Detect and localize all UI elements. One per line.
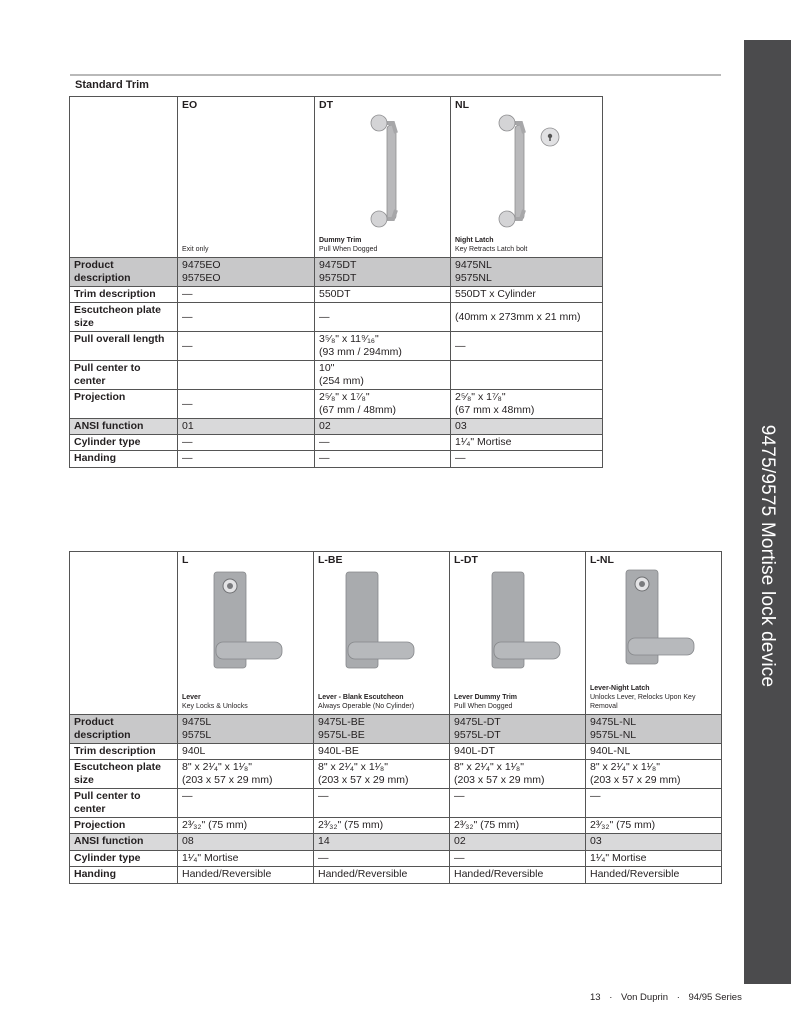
cell-line: — <box>182 790 193 802</box>
cell-line: 9575DT <box>319 272 357 284</box>
column-header-eo <box>178 97 315 258</box>
row-label: Trim description <box>70 287 178 303</box>
cell-line: 550DT <box>319 288 351 300</box>
pull-handle-image <box>367 113 407 229</box>
cell-line: (254 mm) <box>319 375 364 387</box>
spec-row-ansi-function <box>70 419 603 435</box>
spec-cell <box>178 760 314 789</box>
column-caption <box>454 693 517 711</box>
spec-cell <box>178 744 314 760</box>
cell-line: 2⁵⁄₈" x 1⁷⁄₈" <box>319 391 370 403</box>
spec-cell <box>450 789 586 818</box>
lever-night-latch-image <box>624 568 704 666</box>
cell-line: 8" x 2¹⁄₄" x 1¹⁄₈" <box>590 761 661 773</box>
column-header-l-nl <box>586 552 722 715</box>
cell-line: 940L-NL <box>590 745 631 757</box>
spec-row-cylinder-type <box>70 851 722 867</box>
row-label: Handing <box>70 451 178 468</box>
cell-line: (203 x 57 x 29 mm) <box>590 774 681 786</box>
spec-cell <box>451 287 603 303</box>
cell-line: — <box>590 790 601 802</box>
spec-cell <box>315 451 451 468</box>
section-title: Standard Trim <box>75 79 149 91</box>
cell-line: — <box>182 339 193 352</box>
cell-line: 9475DT <box>319 259 357 271</box>
cell-line: — <box>318 852 329 864</box>
cell-line: — <box>455 452 466 464</box>
spec-row-handing <box>70 451 603 468</box>
spec-row-product-description <box>70 715 722 744</box>
spec-row-handing <box>70 867 722 884</box>
spec-cell <box>178 789 314 818</box>
caption-sub: Exit only <box>182 246 209 253</box>
cell-line: — <box>182 288 193 300</box>
spec-cell <box>314 851 450 867</box>
caption-sub: Key Locks & Unlocks <box>182 703 248 710</box>
spec-cell <box>451 419 603 435</box>
column-header-l <box>178 552 314 715</box>
cell-line: 940L-BE <box>318 745 359 757</box>
spec-cell <box>451 390 603 419</box>
spec-row-cylinder-type <box>70 435 603 451</box>
cell-line: — <box>455 339 466 352</box>
cell-line: (40mm x 273mm x 21 mm) <box>455 310 581 323</box>
spec-cell <box>178 390 315 419</box>
spec-cell <box>178 303 315 332</box>
spec-cell <box>586 867 722 884</box>
caption-sub: Unlocks Lever, Relocks Upon Key Removal <box>590 694 696 710</box>
caption-sub: Always Operable (No Cylinder) <box>318 703 415 710</box>
header-empty-cell <box>70 97 178 258</box>
row-label: Pull overall length <box>70 332 178 361</box>
spec-cell <box>586 715 722 744</box>
spec-row-pull-overall-length <box>70 332 603 361</box>
spec-cell <box>450 715 586 744</box>
spec-cell <box>451 303 603 332</box>
row-label: Product description <box>70 258 178 287</box>
cell-line: 940L-DT <box>454 745 495 757</box>
column-header-dt <box>315 97 451 258</box>
spec-cell <box>178 867 314 884</box>
section-rule <box>70 74 721 76</box>
cell-line: Handed/Reversible <box>590 868 680 880</box>
spec-row-projection <box>70 818 722 834</box>
cell-line: 3⁵⁄₈" x 11⁹⁄₁₆" <box>319 333 379 345</box>
column-header-nl <box>451 97 603 258</box>
spec-cell <box>315 419 451 435</box>
spec-cell <box>314 760 450 789</box>
footer-brand: Von Duprin <box>621 992 669 1003</box>
cell-line: 03 <box>455 420 467 432</box>
cell-line: — <box>318 790 329 802</box>
cell-line: (203 x 57 x 29 mm) <box>454 774 545 786</box>
standard-trim-table <box>69 96 603 468</box>
column-caption <box>590 684 721 711</box>
row-label: Cylinder type <box>70 851 178 867</box>
cell-line: 9575NL <box>455 272 492 284</box>
cell-line: — <box>319 436 330 448</box>
cell-line: 10" <box>319 362 335 374</box>
spec-cell <box>586 851 722 867</box>
cell-line: 02 <box>454 835 466 847</box>
spec-cell <box>451 361 603 390</box>
spec-cell <box>450 851 586 867</box>
cell-line: 9475L-NL <box>590 716 637 728</box>
caption-title: Lever-Night Latch <box>590 685 650 692</box>
caption-title: Dummy Trim <box>319 237 362 244</box>
cell-line: 9575EO <box>182 272 221 284</box>
cell-line: 01 <box>182 420 194 432</box>
cell-line: 9575L-NL <box>590 729 637 741</box>
column-header-l-be <box>314 552 450 715</box>
spec-cell <box>451 332 603 361</box>
lever-with-cylinder-image <box>212 570 292 670</box>
cell-line: — <box>182 397 193 410</box>
spec-row-pull-center-to-center <box>70 789 722 818</box>
cell-line: Handed/Reversible <box>318 868 408 880</box>
spec-row-projection <box>70 390 603 419</box>
cell-line: 9475NL <box>455 259 492 271</box>
cell-line: (203 x 57 x 29 mm) <box>182 774 273 786</box>
column-caption <box>318 693 414 711</box>
cell-line: 550DT x Cylinder <box>455 288 536 300</box>
spec-cell <box>178 834 314 851</box>
row-label: ANSI function <box>70 419 178 435</box>
spec-cell <box>450 818 586 834</box>
cell-line: 9575L-BE <box>318 729 365 741</box>
cell-line: — <box>454 790 465 802</box>
spec-cell <box>178 451 315 468</box>
footer-series: 94/95 Series <box>688 992 742 1003</box>
cell-line: (67 mm / 48mm) <box>319 404 397 416</box>
cell-line: 2⁵⁄₈" x 1⁷⁄₈" <box>455 391 506 403</box>
spec-cell <box>586 744 722 760</box>
spec-cell <box>178 258 315 287</box>
spec-cell <box>178 435 315 451</box>
column-caption <box>182 245 208 254</box>
cell-line: — <box>182 310 193 323</box>
cell-line: 940L <box>182 745 206 757</box>
column-caption <box>182 693 248 711</box>
header-empty-cell <box>70 552 178 715</box>
spec-cell <box>314 867 450 884</box>
column-code: L-DT <box>454 554 478 566</box>
row-label: Pull center to center <box>70 789 178 818</box>
cell-line: 8" x 2¹⁄₄" x 1¹⁄₈" <box>318 761 389 773</box>
column-code: L <box>182 554 189 566</box>
cell-line: 1¹⁄₄" Mortise <box>182 852 239 864</box>
spec-cell <box>451 258 603 287</box>
row-label: ANSI function <box>70 834 178 851</box>
cell-line: 14 <box>318 835 330 847</box>
column-code: DT <box>319 99 333 111</box>
spec-cell <box>315 390 451 419</box>
spec-row-escutcheon-plate-size <box>70 760 722 789</box>
cell-line: — <box>454 852 465 864</box>
spec-row-pull-center-to-center <box>70 361 603 390</box>
row-label: Escutcheon plate size <box>70 760 178 789</box>
spec-cell <box>178 419 315 435</box>
spec-cell <box>178 287 315 303</box>
spec-cell <box>178 715 314 744</box>
column-code: EO <box>182 99 198 111</box>
spec-cell <box>314 818 450 834</box>
cell-line: 2³⁄₃₂" (75 mm) <box>454 819 520 831</box>
spec-cell <box>451 451 603 468</box>
spec-cell <box>315 332 451 361</box>
footer-separator: · <box>676 992 680 1003</box>
spec-row-escutcheon-plate-size <box>70 303 603 332</box>
column-code: NL <box>455 99 469 111</box>
cell-line: 02 <box>319 420 331 432</box>
row-label: Product description <box>70 715 178 744</box>
spec-cell <box>586 818 722 834</box>
page-number: 13 <box>590 992 601 1003</box>
cell-line: (203 x 57 x 29 mm) <box>318 774 409 786</box>
cell-line: 9475EO <box>182 259 221 271</box>
row-label: Handing <box>70 867 178 884</box>
spec-cell <box>315 303 451 332</box>
caption-sub: Pull When Dogged <box>319 246 378 253</box>
spec-cell <box>315 435 451 451</box>
cell-line: — <box>182 436 193 448</box>
cell-line: Handed/Reversible <box>182 868 272 880</box>
spec-cell <box>450 760 586 789</box>
spec-cell <box>586 760 722 789</box>
spec-cell <box>450 744 586 760</box>
spec-cell <box>586 789 722 818</box>
column-caption <box>319 236 377 254</box>
cell-line: 1¹⁄₄" Mortise <box>590 852 647 864</box>
side-title: 9475/9575 Mortise lock device <box>757 424 778 688</box>
caption-sub: Pull When Dogged <box>454 703 513 710</box>
spec-cell <box>314 715 450 744</box>
spec-row-ansi-function <box>70 834 722 851</box>
cell-line: 2³⁄₃₂" (75 mm) <box>590 819 656 831</box>
page-footer <box>590 992 748 1003</box>
row-label: Pull center to center <box>70 361 178 390</box>
column-code: L-NL <box>590 554 614 566</box>
caption-title: Night Latch <box>455 237 494 244</box>
caption-title: Lever - Blank Escutcheon <box>318 694 404 701</box>
column-header-l-dt <box>450 552 586 715</box>
lever-blank-escutcheon-image <box>344 570 424 670</box>
spec-cell <box>315 361 451 390</box>
cell-line: — <box>319 310 330 323</box>
row-label: Cylinder type <box>70 435 178 451</box>
side-tab <box>744 40 791 984</box>
cell-line: 1¹⁄₄" Mortise <box>455 436 512 448</box>
spec-cell <box>315 287 451 303</box>
column-code: L-BE <box>318 554 343 566</box>
spec-cell <box>178 332 315 361</box>
cell-line: 9575L <box>182 729 212 741</box>
spec-cell <box>178 361 315 390</box>
cell-line: 2³⁄₃₂" (75 mm) <box>182 819 248 831</box>
cell-line: 9475L <box>182 716 212 728</box>
spec-cell <box>314 834 450 851</box>
cell-line: (93 mm / 294mm) <box>319 346 402 358</box>
lever-trim-table <box>69 551 722 884</box>
row-label: Projection <box>70 818 178 834</box>
spec-cell <box>178 851 314 867</box>
spec-cell <box>314 789 450 818</box>
footer-separator: · <box>609 992 613 1003</box>
spec-row-product-description <box>70 258 603 287</box>
cell-line: 8" x 2¹⁄₄" x 1¹⁄₈" <box>454 761 525 773</box>
caption-sub: Key Retracts Latch bolt <box>455 246 528 253</box>
spec-cell <box>450 834 586 851</box>
spec-cell <box>314 744 450 760</box>
cell-line: 9475L-DT <box>454 716 501 728</box>
lever-dummy-trim-image <box>490 570 570 670</box>
spec-cell <box>451 435 603 451</box>
cell-line: 9475L-BE <box>318 716 365 728</box>
cell-line: 9575L-DT <box>454 729 501 741</box>
row-label: Projection <box>70 390 178 419</box>
caption-title: Lever Dummy Trim <box>454 694 518 701</box>
cell-line: 08 <box>182 835 194 847</box>
spec-row-trim-description <box>70 744 722 760</box>
spec-row-trim-description <box>70 287 603 303</box>
spec-cell <box>450 867 586 884</box>
spec-cell <box>586 834 722 851</box>
cylinder-image <box>539 126 561 148</box>
cell-line: 8" x 2¹⁄₄" x 1¹⁄₈" <box>182 761 253 773</box>
column-caption <box>455 236 527 254</box>
cell-line: — <box>182 452 193 464</box>
spec-cell <box>178 818 314 834</box>
pull-handle-image <box>495 113 535 229</box>
cell-line: Handed/Reversible <box>454 868 544 880</box>
cell-line: 03 <box>590 835 602 847</box>
spec-cell <box>315 258 451 287</box>
caption-title: Lever <box>182 694 201 701</box>
cell-line: — <box>319 452 330 464</box>
cell-line: (67 mm x 48mm) <box>455 404 535 416</box>
row-label: Escutcheon plate size <box>70 303 178 332</box>
cell-line: 2³⁄₃₂" (75 mm) <box>318 819 384 831</box>
row-label: Trim description <box>70 744 178 760</box>
